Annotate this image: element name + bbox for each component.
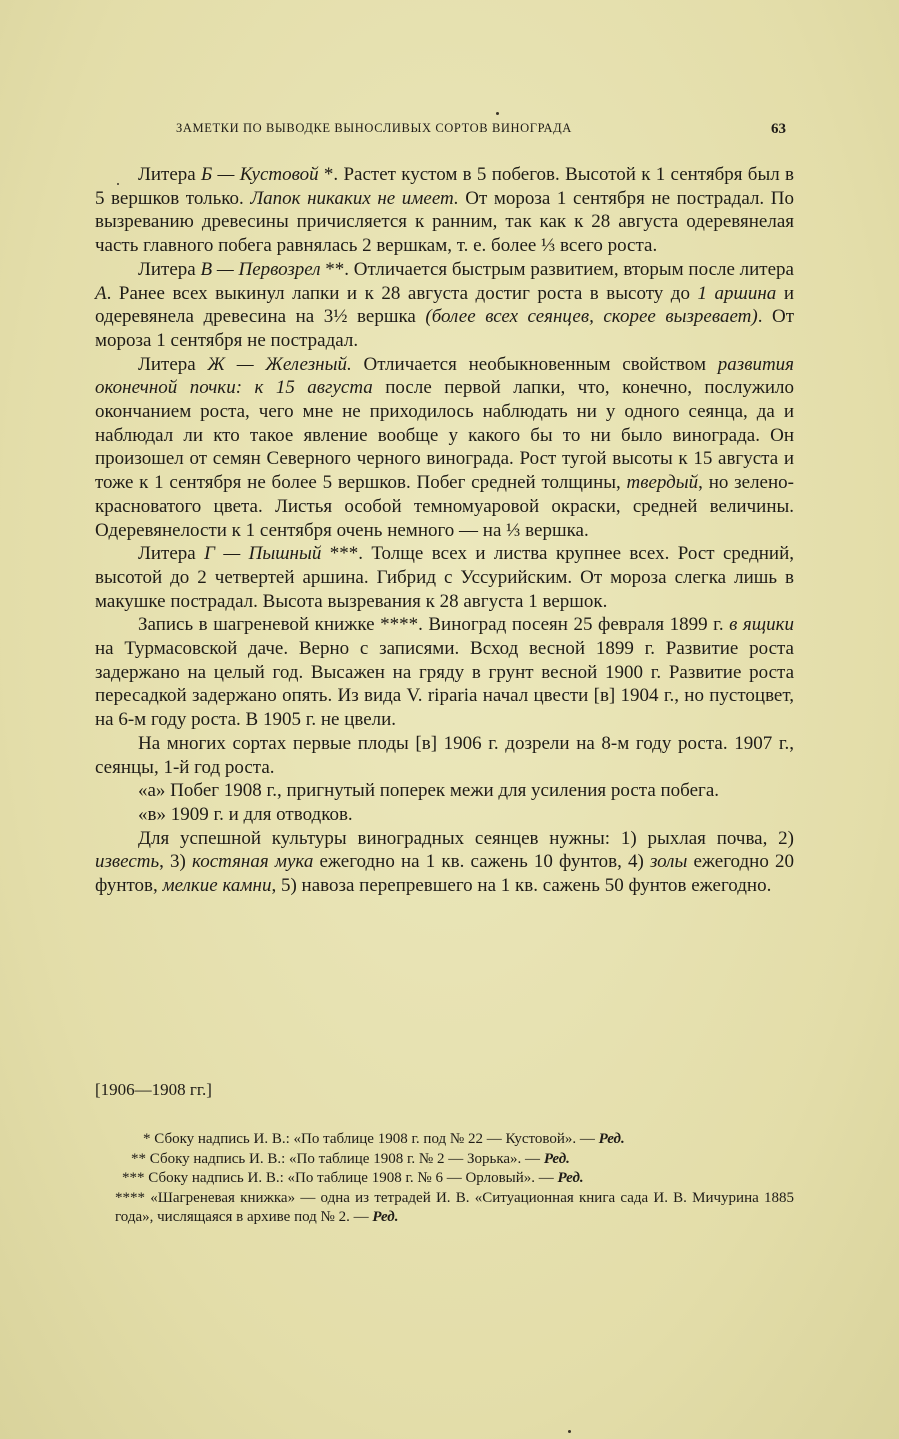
text-run: Литера <box>138 543 205 565</box>
text-run: **. Отличается быстрым развитием, вторым после литера <box>320 258 794 280</box>
paper-speck <box>568 1430 571 1433</box>
text-run: Для успешной культуры виноградных сеянцев нужны: 1) рыхлая почва, 2) <box>138 827 794 849</box>
paragraph-first-fruits <box>95 732 794 779</box>
paragraph-culture-needs <box>95 827 794 898</box>
text-run: ***. Толще всех и листва крупнее всех. Рост средний, высотой до 2 четвертей аршина. Гибрид с Уссурийским. От мороза слегка лишь в макушке пострадал. Высота вызревания к 28 августа 1 вершок. <box>95 543 794 612</box>
editor-mark: Ред. <box>543 1150 570 1167</box>
italic-run: Ж — Железный. <box>207 353 352 375</box>
text-run: , 5) навоза перепревшего на 1 кв. сажень 50 фунтов ежегодно. <box>271 875 772 897</box>
text-run: От мороза 1 сентября не пострадал. По вызреванию древесины причисляется к ранним, так как к 28 августа одеревянелая часть главного побега равнялась 2 вершкам, т. е. более ⅓ всего роста. <box>95 187 794 257</box>
text-run: Запись в шагреневой книжке ****. Виноград посеян 25 февраля 1899 г. <box>138 614 730 636</box>
running-title: ЗАМЕТКИ ПО ВЫВОДКЕ ВЫНОСЛИВЫХ СОРТОВ ВИНОГРАДА <box>176 121 572 135</box>
footnote-text: * Сбоку надпись И. В.: «По таблице 1908 г. под № 22 — Кустовой». — <box>143 1131 599 1147</box>
text-run: «а» Побег 1908 г., пригнутый поперек межи для усиления роста побега. <box>138 780 720 802</box>
italic-run: А <box>95 282 107 304</box>
text-run: , 3) <box>159 851 193 873</box>
paragraph-shagreen-notebook <box>95 613 794 732</box>
editor-mark: Ред. <box>557 1170 584 1186</box>
italic-run: 1 аршина <box>697 282 777 304</box>
text-run: на Турмасовской даче. Верно с записями. Всход весной 1899 г. Развитие роста задержано на целый год. Высажен на гряду в грунт весной 1900 г. Развитие роста пересадкой задержано опять. Из вида V. riparia начал цвести [в] 1904 г., но пустоцвет, на 6-м году роста. В 1905 г. не цвели. <box>95 638 794 731</box>
paragraph-litera-b <box>95 163 794 258</box>
text-run: . Ранее всех выкинул лапки и к 28 августа достиг роста в высоту до <box>106 282 698 304</box>
text-run: и одеревянела древесина на 3½ вершка <box>95 282 794 328</box>
footnote-text: **** «Шагреневая книжка» — одна из тетрадей И. В. «Ситуационная книга сада И. В. Мичурина 1885 года», числящаяся в архиве под № 2. — <box>115 1189 794 1225</box>
text-run: На многих сортах первые плоды [в] 1906 г. дозрели на 8-м году роста. 1907 г., сеянцы, 1-й год роста. <box>95 732 794 778</box>
text-run: ежегодно на 1 кв. сажень 10 фунтов, 4) <box>313 851 650 873</box>
text-run: . От мороза 1 сентября не пострадал. <box>95 306 795 351</box>
italic-run: Лапок никаких не имеет. <box>250 187 459 209</box>
italic-run: золы <box>649 851 688 873</box>
footnote-3 <box>95 1169 794 1189</box>
page-number: 63 <box>771 121 786 137</box>
text-run: Литера <box>138 164 202 185</box>
paper-speck <box>117 183 119 185</box>
editor-mark: Ред. <box>598 1131 625 1147</box>
paragraph-litera-g <box>95 542 794 613</box>
footnote-1 <box>95 1130 794 1150</box>
text-run: ежегодно 20 фунтов, <box>95 851 794 897</box>
paragraph-litera-v <box>95 258 794 353</box>
text-run: Отличается необыкновенным свойством <box>351 353 718 375</box>
text-run: после первой лапки, что, конечно, послужило окончанием роста, чего мне не приходилось наблюдать ни у одного сеянца, да и наблюдал ли кто такое явление вообще у какого бы то ни было винограда. Он произошел от семян Северного черного винограда. Рост тугой высоты к 15 августа и тоже к 1 сентября не более 5 вершков. Побег средней толщины, <box>95 377 794 494</box>
footnote-4 <box>95 1189 794 1228</box>
paper-speck <box>496 112 499 115</box>
text-run: Литера <box>138 353 208 375</box>
italic-run: (более всех сеянцев, скорее вызревает) <box>425 306 758 328</box>
paragraph-litera-zh <box>95 353 794 543</box>
text-run: Литера <box>138 258 201 280</box>
text-run: , но зелено-красноватого цвета. Листья особой темномуаровой окраски, средней величины. Одеревянелости к 1 сентября очень немного — на ⅓ вершка. <box>95 472 794 541</box>
main-text <box>95 163 794 898</box>
footnote-2 <box>95 1150 794 1170</box>
italic-run: твердый <box>626 472 699 494</box>
italic-run: мелкие камни <box>162 875 272 897</box>
italic-run: развития оконечной почки: к 15 августа <box>95 353 794 399</box>
footnote-text: *** Сбоку надпись И. В.: «По таблице 1908 г. № 6 — Орловый». — <box>122 1170 558 1186</box>
italic-run: костяная мука <box>192 851 314 873</box>
italic-run: Б — Кустовой <box>201 164 319 185</box>
paragraph-note-v <box>95 803 794 827</box>
italic-run: в ящики <box>729 614 794 636</box>
footnotes <box>95 1130 794 1228</box>
italic-run: В — Первозрел <box>200 258 321 280</box>
editor-mark: Ред. <box>372 1209 399 1225</box>
text-run: *. Растет кустом в 5 побегов. Высотой к 1 сентября был в 5 вершков только. <box>95 164 794 209</box>
footnote-text: ** Сбоку надпись И. В.: «По таблице 1908 г. № 2 — Зорька». — <box>131 1150 544 1167</box>
italic-run: Г — Пышный <box>204 543 322 565</box>
text-run: «в» 1909 г. и для отводков. <box>138 803 353 825</box>
date-note: [1906—1908 гг.] <box>95 1080 212 1099</box>
paragraph-note-a <box>95 779 794 803</box>
italic-run: известь <box>95 851 160 873</box>
